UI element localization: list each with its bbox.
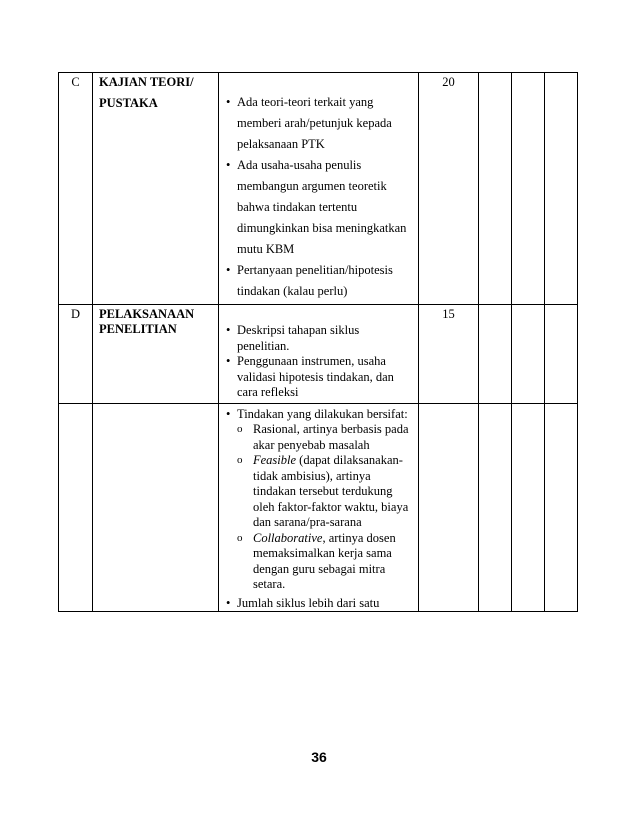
indicator-cell [219,403,419,612]
score-cell [512,305,545,404]
sub-indicator-text: (dapat dilaksanakan-tidak ambisius), artinya tindakan tersebut terdukung oleh faktor-faktor waktu, biaya dan sarana/pra-sarana [253,453,409,529]
sub-indicator-item [219,422,414,453]
indicator-cell [219,305,419,404]
indicator-item: • Ada teori-teori terkait yang memberi arah/petunjuk kepada pelaksanaan PTK [219,92,418,155]
indicator-text: Tindakan yang dilakukan bersifat: [237,406,408,421]
component-name-line: PUSTAKA [99,96,158,110]
indicator-item: • Deskripsi tahapan siklus penelitian. [219,323,418,354]
score-cell [545,73,578,305]
indicator-item: • Jumlah siklus lebih dari satu [219,596,418,612]
sub-indicator-text: Rasional, artinya berbasis pada akar penyebab masalah [253,422,409,452]
indicator-item: • Penggunaan instrumen, usaha validasi hipotesis tindakan, dan cara refleksi [219,354,418,401]
table-row [59,73,578,305]
sub-indicator-text: , artinya dosen memaksimalkan kerja sama dengan guru sebagai mitra setara. [253,530,396,591]
indicator-item: • Ada usaha-usaha penulis membangun argumen teoretik bahwa tindakan tertentu dimungkinkan bisa meningkatkan mutu KBM [219,155,418,260]
score-cell [479,73,512,305]
sub-indicator-item [219,531,414,593]
page-number: 36 [311,749,327,765]
row-code: D [59,305,93,404]
component-name-line: PELAKSANAAN [99,307,195,321]
row-code: C [59,73,93,305]
component-name-line: KAJIAN TEORI/ [99,75,194,89]
component-name [93,403,219,612]
score-cell [479,305,512,404]
weight-cell: 20 [419,73,479,305]
score-cell [479,403,512,612]
table-row [59,403,578,612]
score-cell [545,403,578,612]
score-cell [512,403,545,612]
indicator-item [219,407,418,593]
sub-indicator-item [219,453,414,531]
weight-cell [419,403,479,612]
component-name [93,305,219,404]
row-code [59,403,93,612]
component-name-line: PENELITIAN [99,322,177,336]
sub-indicator-term: Collaborative [253,530,323,545]
sub-indicator-term: Feasible [253,453,297,467]
score-cell [545,305,578,404]
score-cell [512,73,545,305]
weight-cell: 15 [419,305,479,404]
table-row [59,305,578,404]
indicator-cell [219,73,419,305]
component-name [93,73,219,305]
assessment-table [58,72,578,612]
indicator-item: • Pertanyaan penelitian/hipotesis tindakan (kalau perlu) [219,260,418,302]
